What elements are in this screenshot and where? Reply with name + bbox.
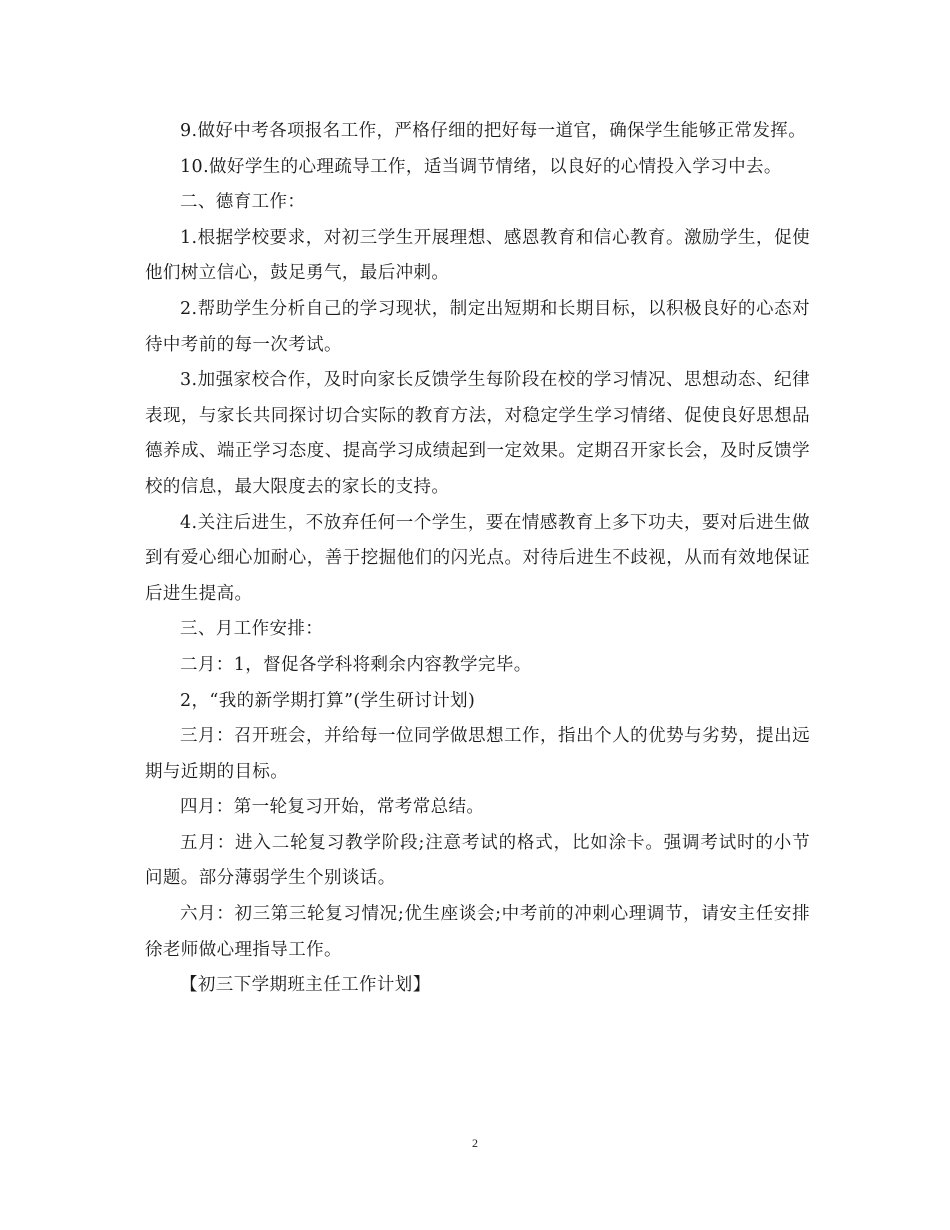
page-number: 2 [472,1136,478,1150]
paragraph: 四月：第一轮复习开始，常考常总结。 [180,797,485,818]
paragraph: 9.做好中考各项报名工作，严格仔细的把好每一道官，确保学生能够正常发挥。 [180,121,807,141]
paragraph: 2，“我的新学期打算”(学生研讨计划) [180,690,476,711]
paragraph: 10.做好学生的心理疏导工作，适当调节情绪，以良好的心情投入学习中去。 [180,156,782,177]
paragraph: 1.根据学校要求，对初三学生开展理想、感恩教育和信心教育。激励学生，促使他们树立信心，鼓足勇气，最后冲刺。 [145,227,810,284]
section-heading: 三、月工作安排： [180,619,324,640]
paragraph: 三月：召开班会，并给每一位同学做思想工作，指出个人的优势与劣势，提出远期与近期的目标。 [145,726,810,782]
paragraph: 2.帮助学生分析自己的学习现状，制定出短期和长期目标，以积极良好的心态对待中考前的每一次考试。 [145,298,810,355]
paragraph: 3.加强家校合作，及时向家长反馈学生每阶段在校的学习情况、思想动态、纪律表现，与家长共同探讨切合实际的教育方法，对稳定学生学习情绪、促使良好思想品德养成、端正学习态度、提高学习成绩起到一定效果。定期召开家长会，及时反馈学校的信息，最大限度去的家长的支持。 [145,370,810,497]
paragraph: 二月：1，督促各学科将剩余内容教学完毕。 [180,654,532,675]
document-body [145,114,810,1004]
section-heading: 二、德育工作： [180,192,306,213]
paragraph: 4.关注后进生，不放弃任何一个学生，要在情感教育上多下功夫，要对后进生做到有爱心细心加耐心，善于挖掘他们的闪光点。对待后进生不歧视，从而有效地保证后进生提高。 [145,512,810,604]
paragraph: 五月：进入二轮复习教学阶段;注意考试的格式，比如涂卡。强调考试时的小节问题。部分薄弱学生个别谈话。 [145,832,810,889]
document-title-bracket: 【初三下学期班主任工作计划】 [180,975,431,996]
paragraph: 六月：初三第三轮复习情况;优生座谈会;中考前的冲刺心理调节，请安主任安排徐老师做心理指导工作。 [145,904,810,960]
